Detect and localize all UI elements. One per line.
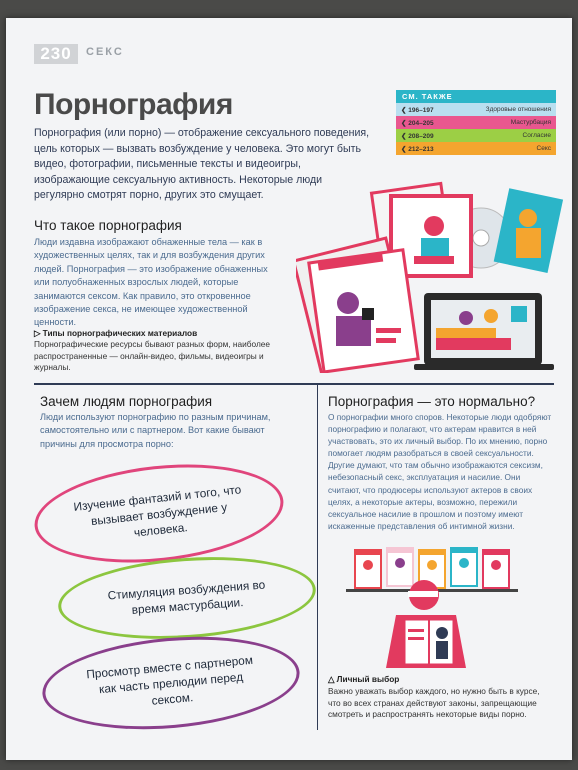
what-is-caption-text: Порнографические ресурсы бывают разных форм, наиболее распространенные — онлайн-видео, фильмы, видеоигры и журналы.	[34, 339, 271, 372]
media-illustration	[296, 168, 566, 373]
page-title: Порнография	[34, 88, 233, 121]
see-also-pages: ❮ 204–205	[401, 119, 434, 127]
what-is-heading: Что такое порнография	[34, 218, 182, 233]
see-also-label: Согласие	[522, 132, 551, 139]
why-text: Люди используют порнографию по разным причинам, самостоятельно или с партнером. Вот какие бывают причины для просмотра порно:	[40, 412, 271, 449]
see-also-label: Здоровые отношения	[485, 106, 551, 113]
see-also-item[interactable]	[396, 142, 556, 155]
see-also-item[interactable]	[396, 103, 556, 116]
vertical-divider	[317, 385, 318, 730]
magazine-icon	[296, 238, 418, 373]
normal-caption-title: △ Личный выбор	[328, 674, 400, 684]
lead-paragraph: Порнография (или порно) — отображение сексуального поведения, цель которых — вызвать возбуждение у человека. Это могут быть видео, фотографии, письменные тексты и видеоигры, изображающие сексуальную активность. Некоторые люди регулярно смотрят порно, других это смущает.	[34, 127, 370, 201]
see-also-label: Мастурбация	[510, 119, 551, 126]
see-also-pages: ❮ 208–209	[401, 132, 434, 140]
normal-heading: Порнография — это нормально?	[328, 394, 536, 409]
laptop-icon	[414, 293, 554, 370]
see-also-box	[396, 90, 556, 155]
normal-caption-text: Важно уважать выбор каждого, но нужно быть в курсе, что во всех странах действуют законы, запрещающие смотреть и распространять некоторые виды порно.	[328, 686, 540, 719]
reason-oval: Просмотр вместе с партнером как часть прелюдии перед сексом.	[39, 627, 304, 739]
page-header	[6, 44, 572, 64]
section-label: СЕКС	[86, 46, 124, 58]
normal-text: О порнографии много споров. Некоторые люди одобряют порнографию и полагают, что актерам нравится в ней участвовать, это их личный выбор. По их мнению, порно помогает людям разобраться в своей сексуальности. Другие думают, что там обычно изображаются сексизм, небезопасный секс, эксплуатация и насилие. Они считают, что продюсеры используют актеров в своих целях, а некоторые актеры, возможно, пережили сексуальное насилие в прошлом и поэтому имеют искаженные представления об интимной жизни.	[328, 412, 552, 531]
reader-icon	[386, 580, 466, 668]
see-also-item[interactable]	[396, 129, 556, 142]
reason-oval: Изучение фантазий и того, что вызывает возбуждение у человека.	[30, 453, 289, 574]
videogame-icon	[494, 188, 563, 273]
reason-oval: Стимуляция возбуждения во время мастурбации.	[56, 549, 319, 647]
horizontal-divider	[34, 383, 554, 385]
what-is-caption-title: ▷ Типы порнографических материалов	[34, 328, 198, 338]
see-also-item[interactable]	[396, 116, 556, 129]
see-also-heading: СМ. ТАКЖЕ	[396, 90, 556, 103]
page-number: 230	[34, 44, 78, 64]
personal-choice-illustration	[346, 543, 556, 668]
what-is-text: Люди издавна изображают обнаженные тела — как в художественных целях, так и для возбуждения других людей. Порнография — это изображение обнаженных или полуобнаженных взрослых людей, которые занимаются сексом. Как правило, это откровенное изображение секса, не имеющее художественной ценности.	[34, 237, 268, 328]
see-also-pages: ❮ 212–213	[401, 145, 434, 153]
why-heading: Зачем людям порнография	[40, 394, 213, 409]
book-page	[6, 18, 572, 760]
see-also-label: Секс	[536, 145, 551, 152]
see-also-pages: ❮ 196–197	[401, 106, 434, 114]
